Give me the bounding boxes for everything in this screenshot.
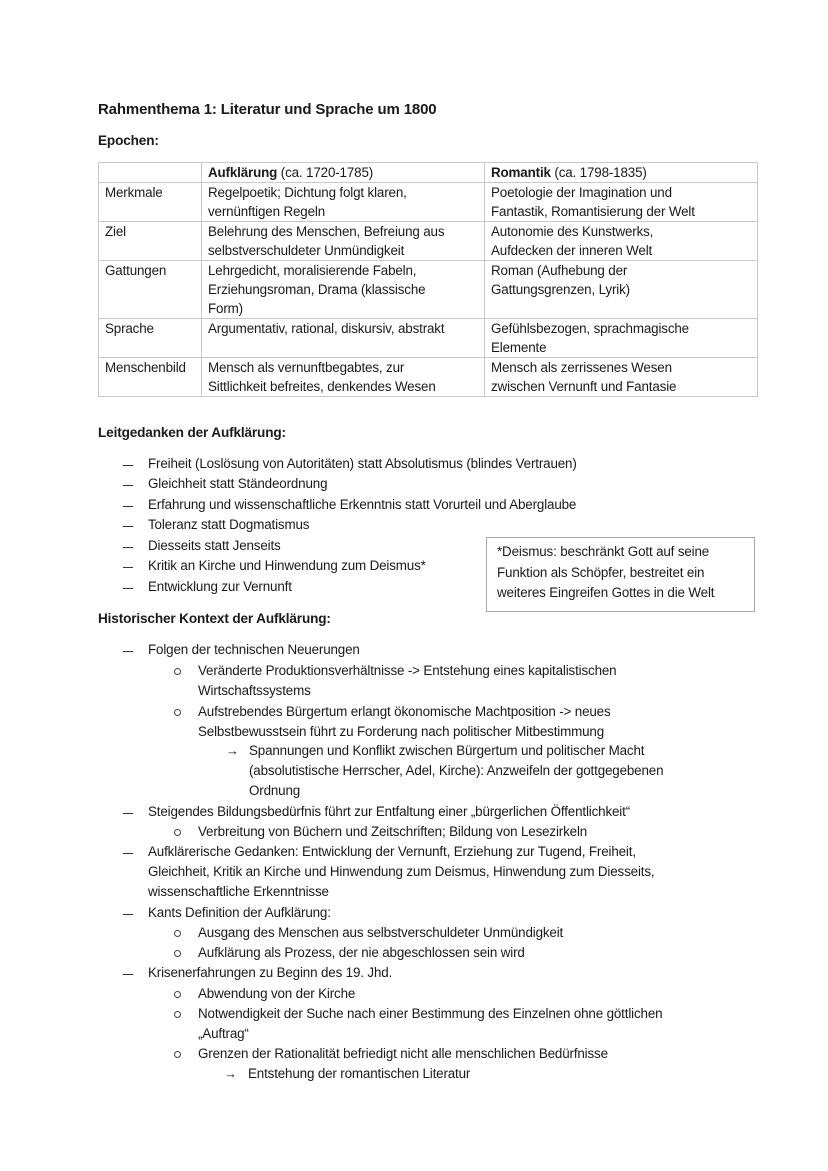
epochen-heading: Epochen: <box>98 133 159 148</box>
sub-list-item: Grenzen der Rationalität befriedigt nicht alle menschlichen Bedürfnisse <box>198 1046 608 1061</box>
list-item: Steigendes Bildungsbedürfnis führt zur Entfaltung einer „bürgerlichen Öffentlichkeit“ <box>148 804 630 819</box>
cell-aufklaerung: Regelpoetik; Dichtung folgt klaren, vernünftigen Regeln <box>202 183 485 222</box>
list-item: Diesseits statt Jenseits <box>148 538 281 553</box>
list-item: Aufklärerische Gedanken: Entwicklung der Vernunft, Erziehung zur Tugend, Freiheit, <box>148 844 636 859</box>
dash-bullet-icon <box>123 567 133 568</box>
dash-bullet-icon <box>123 506 133 507</box>
arrow-right-icon: → <box>224 1066 237 1081</box>
dash-bullet-icon <box>123 588 133 589</box>
dash-bullet-icon <box>123 465 133 466</box>
table-corner-cell <box>99 163 202 183</box>
table-row <box>99 358 758 397</box>
row-label: Menschenbild <box>99 358 202 397</box>
circle-bullet-icon <box>174 1051 181 1058</box>
cell-aufklaerung: Argumentativ, rational, diskursiv, abstrakt <box>202 319 485 358</box>
dash-bullet-icon <box>123 526 133 527</box>
sub-list-item: Notwendigkeit der Suche nach einer Bestimmung des Einzelnen ohne göttlichen <box>198 1006 663 1021</box>
sub-sub-list-item: Entstehung der romantischen Literatur <box>248 1066 471 1081</box>
dash-bullet-icon <box>123 651 133 652</box>
sub-sub-list-item: Spannungen und Konflikt zwischen Bürgertum und politischer Macht <box>249 743 645 758</box>
list-item: Entwicklung zur Vernunft <box>148 579 292 594</box>
row-label: Gattungen <box>99 261 202 319</box>
kontext-heading: Historischer Kontext der Aufklärung: <box>98 611 331 626</box>
list-item: Folgen der technischen Neuerungen <box>148 642 360 657</box>
epochen-table <box>98 162 758 397</box>
sub-list-item: Veränderte Produktionsverhältnisse -> Entstehung eines kapitalistischen <box>198 663 617 678</box>
circle-bullet-icon <box>174 950 181 957</box>
list-item: Erfahrung und wissenschaftliche Erkenntnis statt Vorurteil und Aberglaube <box>148 497 577 512</box>
table-row <box>99 261 758 319</box>
table-row <box>99 222 758 261</box>
page-title: Rahmenthema 1: Literatur und Sprache um 1800 <box>98 101 437 118</box>
list-item: Kants Definition der Aufklärung: <box>148 905 331 920</box>
circle-bullet-icon <box>174 1011 181 1018</box>
cell-romantik: Poetologie der Imagination und Fantastik, Romantisierung der Welt <box>485 183 758 222</box>
dash-bullet-icon <box>123 853 133 854</box>
dash-bullet-icon <box>123 813 133 814</box>
list-item: Gleichheit statt Ständeordnung <box>148 476 328 491</box>
cell-romantik: Roman (Aufhebung der Gattungsgrenzen, Lyrik) <box>485 261 758 319</box>
leitgedanken-heading: Leitgedanken der Aufklärung: <box>98 425 286 440</box>
sub-list-item: Aufklärung als Prozess, der nie abgeschlossen sein wird <box>198 945 525 960</box>
row-label: Merkmale <box>99 183 202 222</box>
table-row <box>99 319 758 358</box>
list-item: Toleranz statt Dogmatismus <box>148 517 310 532</box>
header-aufklaerung: Aufklärung (ca. 1720-1785) <box>202 163 485 183</box>
cell-romantik: Autonomie des Kunstwerks, Aufdecken der inneren Welt <box>485 222 758 261</box>
circle-bullet-icon <box>174 930 181 937</box>
table-header-row <box>99 163 758 183</box>
cell-aufklaerung: Lehrgedicht, moralisierende Fabeln, Erziehungsroman, Drama (klassische Form) <box>202 261 485 319</box>
cell-romantik: Mensch als zerrissenes Wesen zwischen Vernunft und Fantasie <box>485 358 758 397</box>
dash-bullet-icon <box>123 974 133 975</box>
list-item: Freiheit (Loslösung von Autoritäten) statt Absolutismus (blindes Vertrauen) <box>148 456 577 471</box>
cell-aufklaerung: Mensch als vernunftbegabtes, zur Sittlichkeit befreites, denkendes Wesen <box>202 358 485 397</box>
sub-list-item: Abwendung von der Kirche <box>198 986 356 1001</box>
header-romantik: Romantik (ca. 1798-1835) <box>485 163 758 183</box>
dash-bullet-icon <box>123 914 133 915</box>
cell-romantik: Gefühlsbezogen, sprachmagische Elemente <box>485 319 758 358</box>
deismus-note-box: *Deismus: beschränkt Gott auf seine Funktion als Schöpfer, bestreitet ein weiteres Eingreifen Gottes in die Welt <box>486 537 755 612</box>
dash-bullet-icon <box>123 547 133 548</box>
circle-bullet-icon <box>174 709 181 716</box>
row-label: Sprache <box>99 319 202 358</box>
sub-list-item: Ausgang des Menschen aus selbstverschuldeter Unmündigkeit <box>198 925 564 940</box>
list-item: Krisenerfahrungen zu Beginn des 19. Jhd. <box>148 965 393 980</box>
cell-aufklaerung: Belehrung des Menschen, Befreiung aus selbstverschuldeter Unmündigkeit <box>202 222 485 261</box>
arrow-right-icon: → <box>226 743 239 758</box>
circle-bullet-icon <box>174 829 181 836</box>
table-row <box>99 183 758 222</box>
list-item: Kritik an Kirche und Hinwendung zum Deismus* <box>148 558 426 573</box>
row-label: Ziel <box>99 222 202 261</box>
sub-list-item: Aufstrebendes Bürgertum erlangt ökonomische Machtposition -> neues <box>198 704 611 719</box>
dash-bullet-icon <box>123 485 133 486</box>
circle-bullet-icon <box>174 991 181 998</box>
sub-list-item: Verbreitung von Büchern und Zeitschriften; Bildung von Lesezirkeln <box>198 824 588 839</box>
circle-bullet-icon <box>174 668 181 675</box>
